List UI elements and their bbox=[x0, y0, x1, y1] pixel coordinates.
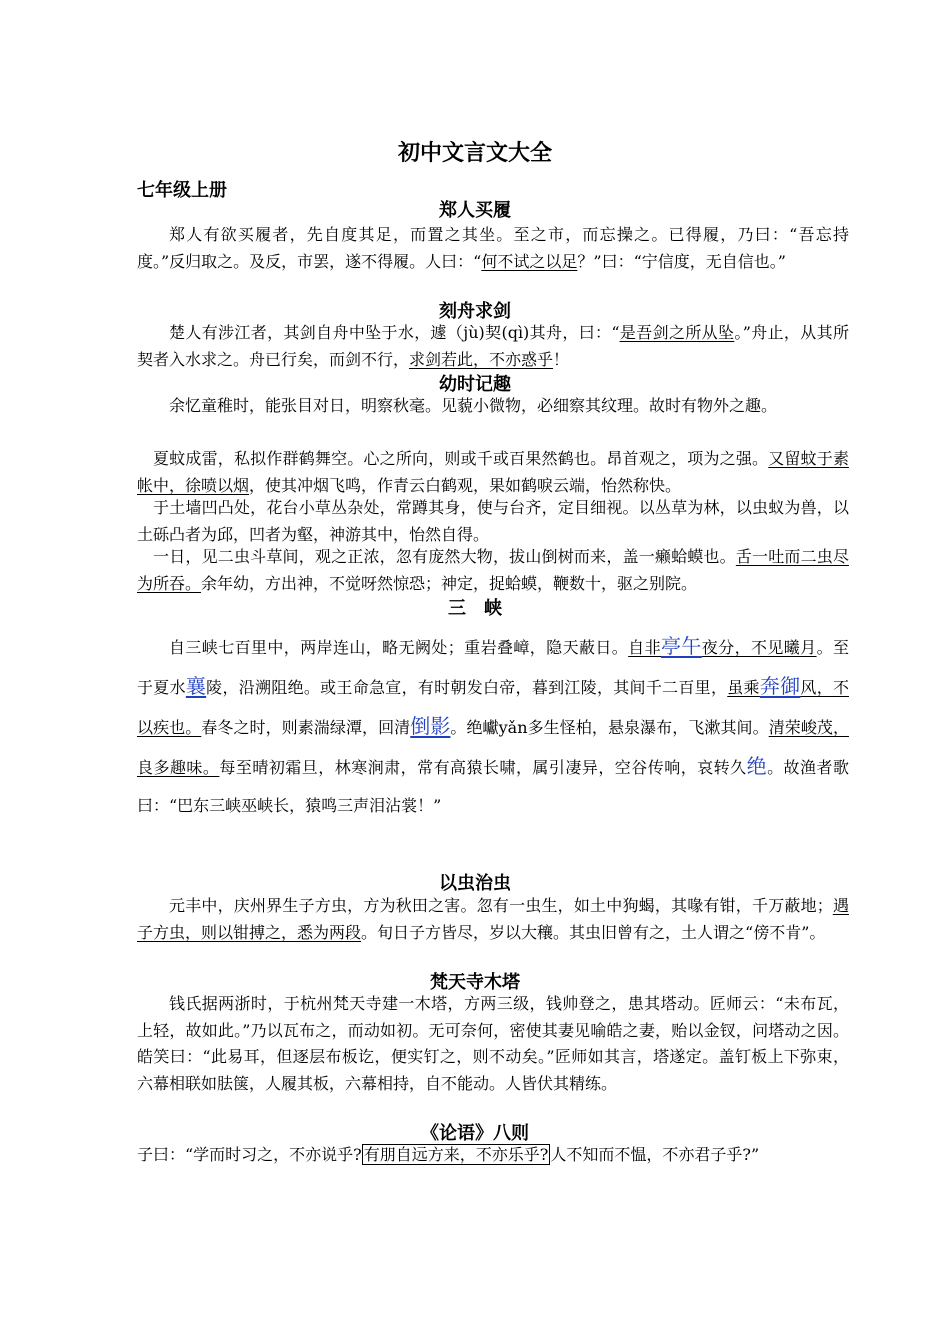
section-title-youshi: 幼时记趣 bbox=[439, 374, 511, 395]
section-text-youshi-4: 一日，见二虫斗草间，观之正浓，忽有庞然大物，拔山倒树而来，盖一癞蛤蟆也。舌一吐而二虫尽为所吞。余年幼，方出神，不觉呀然惊恐；神定，捉蛤蟆，鞭数十，驱之别院。 bbox=[137, 547, 849, 593]
section-text-kezhou: 楚人有涉江者，其剑自舟中坠于水，遽（jù)契(qì)其舟，曰：“是吾剑之所从坠。”舟止，从其所契者入水求之。舟已行矣，而剑不行，求剑若此，不亦惑乎！ bbox=[137, 323, 849, 369]
document-title: 初中文言文大全 bbox=[397, 141, 552, 166]
section-text-fantiansi: 钱氏据两浙时，于杭州梵天寺建一木塔，方两三级，钱帅登之，患其塔动。匠师云：“未布瓦，上轻，故如此。”乃以瓦布之，而动如初。无可奈何，密使其妻见喻皓之妻，贻以金钗，问塔动之因。皓笑曰：“此易耳，但逐层布板讫，便实钉之，则不动矣。”匠师如其言，塔遂定。盖钉板上下弥束，六幕相联如胠箧，人履其板，六幕相持，自不能动。人皆伏其精练。 bbox=[137, 994, 849, 1093]
grade-heading: 七年级上册 bbox=[137, 180, 227, 201]
section-text-yichong: 元丰中，庆州界生子方虫，方为秋田之害。忽有一虫生，如土中狗蝎，其喙有钳，千万蔽地；遇子方虫，则以钳搏之，悉为两段。旬日子方皆尽，岁以大穰。其虫旧曾有之，土人谓之“傍不肯”。 bbox=[137, 896, 849, 942]
section-title-sanxia: 三 峡 bbox=[448, 598, 502, 619]
section-title-fantiansi: 梵天寺木塔 bbox=[430, 972, 520, 993]
section-text-youshi-3: 于土墙凹凸处，花台小草丛杂处，常蹲其身，使与台齐，定目细视。以丛草为林，以虫蚁为兽，以土砾凸者为邱，凹者为壑，神游其中，怡然自得。 bbox=[137, 498, 849, 544]
section-title-lunyu: 《论语》八则 bbox=[421, 1123, 529, 1144]
section-title-kezhou: 刻舟求剑 bbox=[439, 301, 511, 322]
section-title-yichong: 以虫治虫 bbox=[439, 873, 511, 894]
section-text-lunyu: 子曰：“学而时习之，不亦说乎? 有朋自远方来，不亦乐乎? 人不知而不愠，不亦君子乎?” bbox=[137, 1145, 760, 1164]
section-text-youshi-2: 夏蚊成雷，私拟作群鹤舞空。心之所向，则或千或百果然鹤也。昂首观之，项为之强。又留蚊于素帐中，徐喷以烟，使其冲烟飞鸣，作青云白鹤观，果如鹤唳云端，怡然称快。 bbox=[137, 449, 849, 495]
section-text-zhengren: 郑人有欲买履者，先自度其足，而置之其坐。至之市，而忘操之。已得履，乃曰：“吾忘持度。”反归取之。及反，市罢，遂不得履。人曰：“何不试之以足？”曰：“宁信度，无自信也。” bbox=[137, 225, 849, 271]
section-text-sanxia: 自三峡七百里中，两岸连山，略无阙处；重岩叠嶂，隐天蔽日。自非亭午夜分，不见曦月。至于夏水襄陵，沿溯阻绝。或王命急宣，有时朝发白帝，暮到江陵，其间千二百里，虽乘奔御风，不以疾也。春冬之时，则素湍绿潭，回清倒影。绝巘yǎn多生怪柏，悬泉瀑布，飞漱其间。清荣峻茂，良多趣味。每至晴初霜旦，林寒涧肃，常有高猿长啸，属引凄异，空谷传响，哀转久绝。故渔者歌曰：“巴东三峡巫峡长，猿鸣三声泪沾裳！” bbox=[137, 634, 849, 815]
section-text-youshi-1: 余忆童稚时，能张目对日，明察秋毫。见藐小微物，必细察其纹理。故时有物外之趣。 bbox=[169, 396, 778, 415]
section-title-zhengren: 郑人买履 bbox=[439, 200, 511, 221]
